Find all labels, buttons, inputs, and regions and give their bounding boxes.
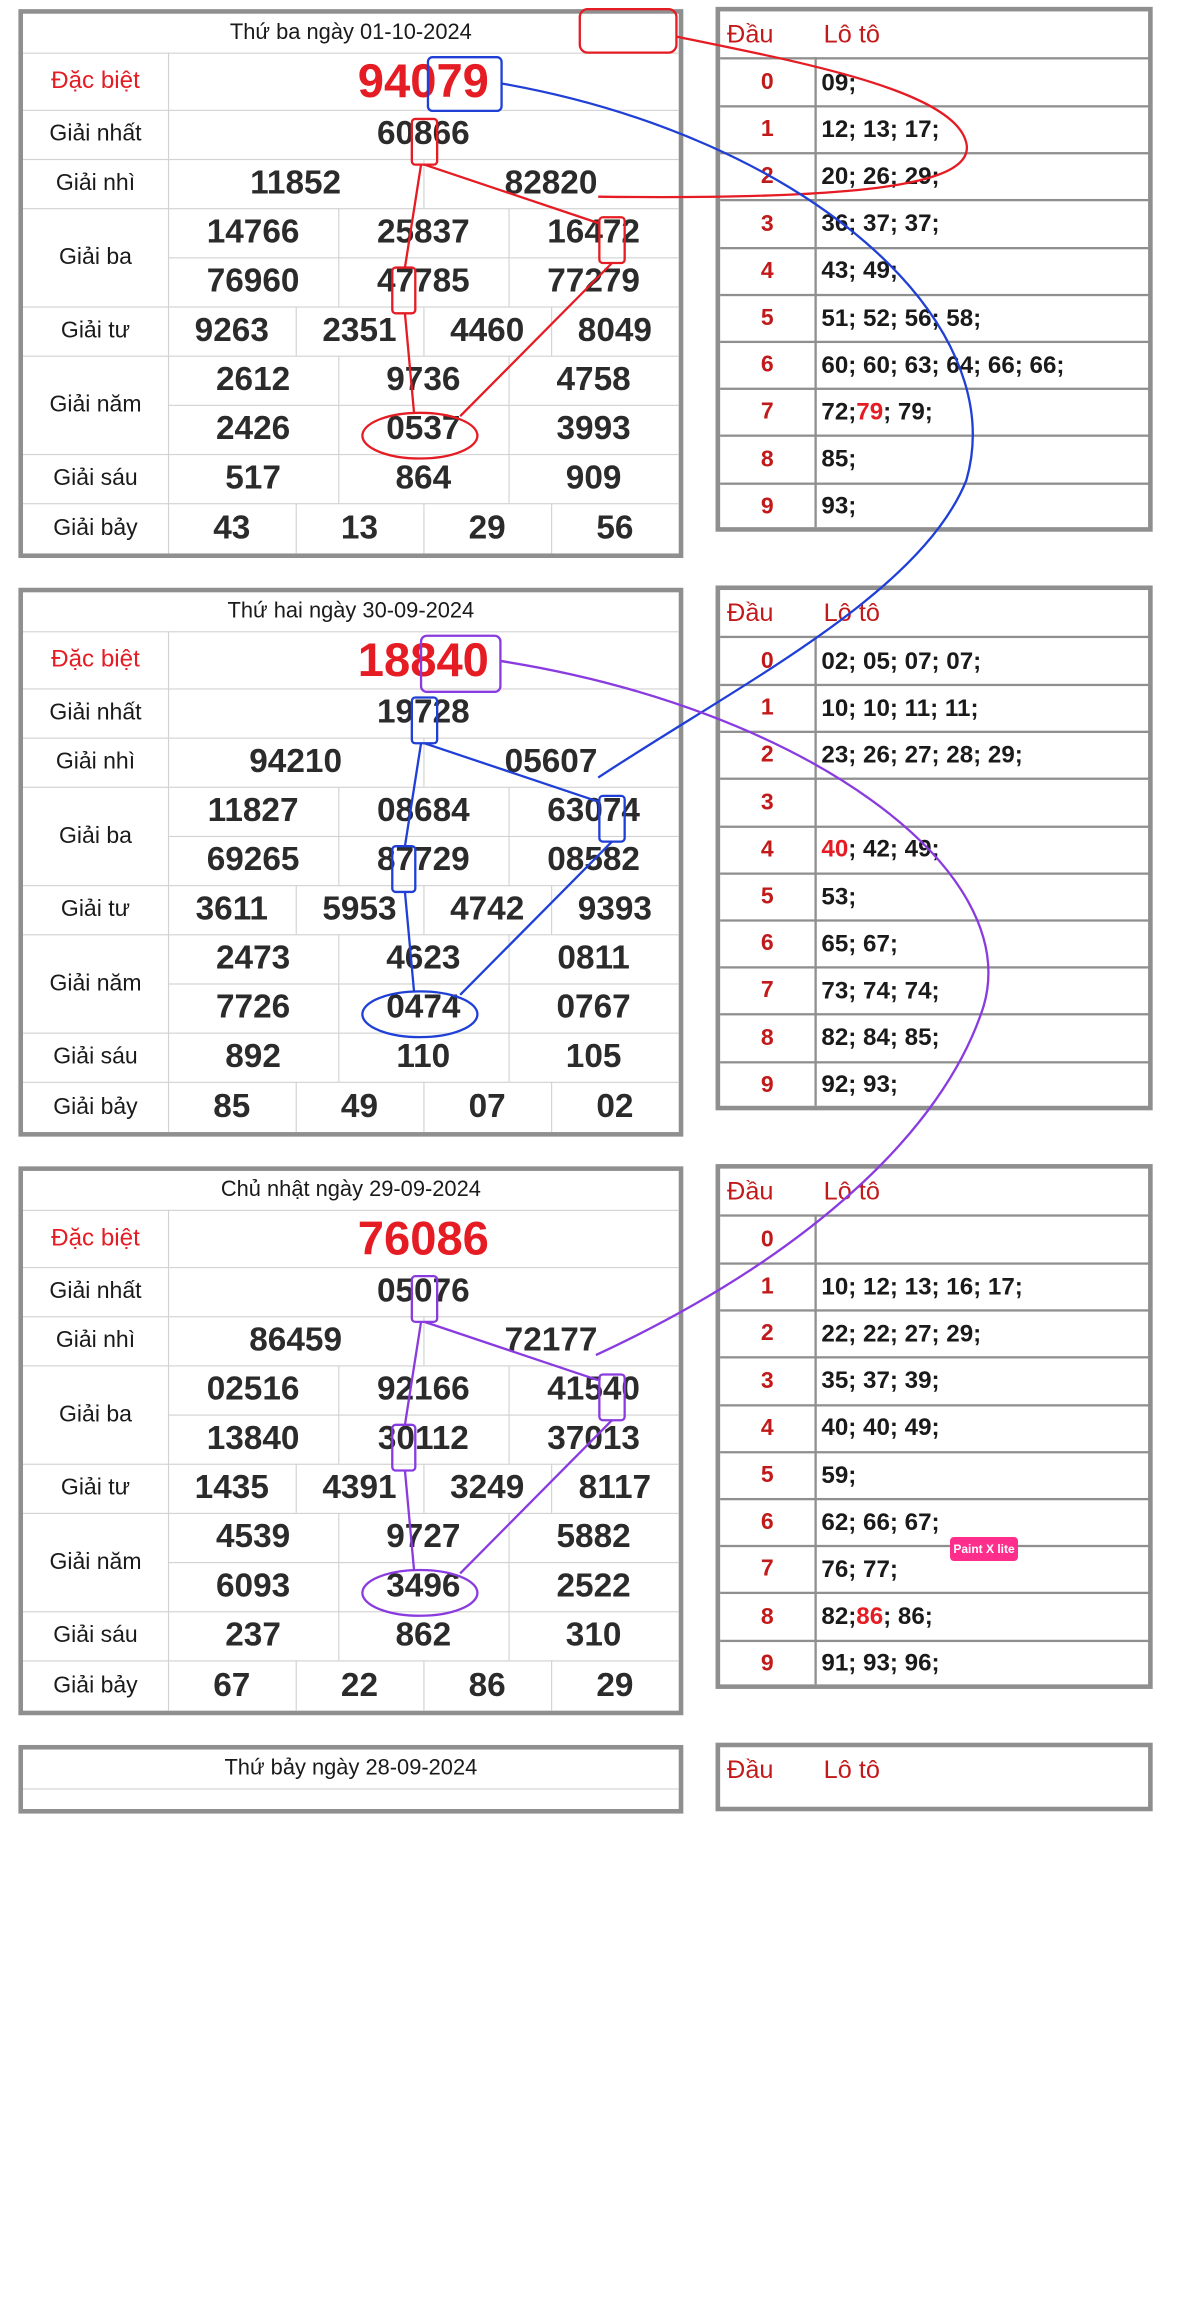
column-divider [338,1365,339,1463]
special-prize-number: 76086 [357,1211,489,1265]
seventh-prize-number: 49 [340,1088,379,1125]
first-prize-label: Giải nhất [49,699,142,725]
fifth-prize-label: Giải năm [49,1548,142,1575]
loto-value: 35; 37; 39; [821,1367,940,1395]
draw-section [0,1736,1178,2314]
loto-value: 53; [821,883,857,910]
column-divider [551,1660,552,1710]
second-prize-number: 94210 [249,743,343,780]
dau-digit: 1 [760,116,774,143]
third-prize-number: 14766 [206,213,300,251]
row-divider [168,1415,679,1416]
loto-numbers [817,295,1151,342]
row-divider [168,257,679,258]
column-divider [423,503,424,553]
dau-digit: 0 [760,648,774,674]
seventh-prize-label: Giải bảy [53,515,138,541]
loto-value: 02; 05; 07; 07; [821,647,982,675]
dau-digit: 1 [760,695,774,721]
dau-digit: 9 [760,1650,774,1677]
seventh-prize-label: Giải bảy [53,1093,138,1119]
seventh-prize-number: 13 [340,509,379,547]
dau-digit: 9 [760,493,774,519]
loto-table [716,7,1153,532]
dau-digit: 5 [760,883,774,910]
third-prize-number: 25837 [376,213,470,251]
seventh-prize-number: 67 [213,1666,251,1704]
fifth-prize-number: 2522 [556,1567,631,1605]
seventh-prize-number: 56 [596,509,634,547]
dau-header: Đầu [727,598,774,627]
sixth-prize-label: Giải sáu [53,465,138,491]
seventh-prize-number: 86 [468,1666,506,1704]
sixth-prize-number: 310 [565,1616,622,1654]
dau-digit: 5 [760,1462,774,1488]
column-divider [508,934,509,1032]
loto-value: 10; 12; 13; 16; 17; [821,1273,1023,1300]
column-divider [338,1033,339,1082]
fifth-prize-number: 3993 [556,410,631,448]
draw-date-header: Thứ bảy ngày 28-09-2024 [224,1756,478,1781]
dau-digit: 8 [760,446,774,472]
loto-value: 65; 67; [821,930,898,957]
third-prize-number: 87729 [376,841,470,879]
draw-date-header: Chủ nhật ngày 29-09-2024 [220,1177,481,1202]
seventh-prize-number: 07 [468,1088,506,1125]
dau-digit: 8 [760,1603,774,1630]
third-prize-number: 69265 [206,841,300,879]
column-divider [551,306,552,355]
dau-digit: 6 [760,352,774,378]
loto-numbers [817,1217,1151,1264]
loto-value: 82; 84; 85; [821,1024,940,1051]
fifth-prize-number: 0767 [556,989,631,1026]
column-divider [296,1660,297,1710]
loto-value: ; 86; [883,1603,933,1630]
loto-value: 12; 13; 17; [821,116,940,143]
loto-value: 72; [821,398,857,426]
loto-numbers [817,342,1151,389]
draw-date-header: Thứ ba ngày 01-10-2024 [229,20,472,45]
loto-numbers [817,968,1151,1015]
column-divider [508,1611,509,1660]
first-prize-number: 05076 [376,1272,470,1310]
draw-date-header: Thứ hai ngày 30-09-2024 [227,599,475,624]
column-divider [338,1513,339,1611]
loto-value: 93; [821,493,857,520]
loto-numbers [817,827,1151,874]
third-prize-number: 08684 [376,792,470,830]
second-prize-number: 11852 [250,164,342,202]
loto-header: Lô tô [823,19,880,49]
loto-value: 40; 40; 49; [821,1414,940,1442]
fourth-prize-number: 9393 [577,890,652,928]
loto-value: 43; 49; [821,257,898,284]
special-prize-label: Đặc biệt [51,1224,140,1251]
loto-table [716,1743,1153,1812]
loto-numbers [817,154,1151,201]
fourth-prize-label: Giải tư [60,1475,131,1501]
third-prize-number: 13840 [206,1420,300,1457]
third-prize-number: 77279 [547,263,640,300]
first-prize-number: 19728 [376,694,470,731]
column-divider [551,1082,552,1132]
column-divider [338,208,339,306]
loto-numbers [817,685,1151,732]
seventh-prize-number: 43 [213,509,251,547]
column-divider [508,454,509,503]
dau-digit: 3 [760,211,774,237]
column-divider [338,454,339,503]
loto-value: 23; 26; 27; 28; 29; [821,742,1023,769]
dau-digit: 4 [760,1415,774,1441]
loto-value: 91; 93; 96; [821,1650,940,1677]
third-prize-number: 16472 [547,213,640,251]
loto-table [716,1164,1153,1689]
loto-numbers [817,1405,1151,1452]
column-divider [296,1464,297,1513]
fifth-prize-number: 9727 [386,1518,461,1556]
loto-value: 09; [821,69,857,96]
special-prize-label: Đặc biệt [51,67,140,94]
dau-digit: 2 [760,742,774,768]
first-prize-label: Giải nhất [49,1278,142,1304]
loto-value: 60; 60; 63; 64; 66; 66; [821,351,1065,379]
highlighted-loto: 40 [821,836,849,863]
seventh-prize-label: Giải bảy [53,1672,138,1698]
loto-value: 36; 37; 37; [821,210,940,237]
third-prize-number: 37013 [547,1420,640,1457]
fifth-prize-number: 2426 [215,410,291,448]
fourth-prize-number: 4460 [450,312,525,349]
fourth-prize-number: 2351 [322,312,397,349]
dau-digit: 7 [760,978,774,1004]
loto-table [716,585,1153,1110]
column-divider [508,787,509,885]
dau-digit: 3 [760,1368,774,1394]
sixth-prize-number: 110 [396,1038,451,1075]
fifth-prize-number: 2612 [215,361,291,398]
loto-numbers [817,1062,1151,1109]
loto-header: Lô tô [823,1755,880,1784]
seventh-prize-number: 29 [468,509,506,547]
fourth-prize-number: 8049 [577,312,652,349]
third-prize-number: 02516 [206,1371,300,1408]
second-prize-label: Giải nhì [55,170,136,196]
third-prize-number: 30112 [377,1420,469,1457]
dau-digit: 7 [760,399,774,425]
loto-numbers [817,1015,1151,1062]
fifth-prize-number: 3496 [386,1567,461,1605]
loto-numbers [817,436,1151,483]
second-prize-label: Giải nhì [55,1327,136,1353]
loto-header: Lô tô [823,1176,880,1206]
fourth-prize-number: 8117 [578,1469,652,1506]
fourth-prize-number: 9263 [194,312,269,349]
loto-value: 76; 77; [821,1556,898,1583]
third-prize-label: Giải ba [59,822,132,848]
fourth-prize-number: 1435 [194,1469,269,1506]
column-divider [551,503,552,553]
loto-numbers [817,779,1151,826]
dau-digit: 2 [760,163,774,190]
column-divider [296,306,297,355]
column-divider [423,159,424,208]
dau-header: Đầu [727,19,774,49]
loto-numbers [817,1641,1151,1688]
fifth-prize-label: Giải năm [49,391,142,417]
third-prize-number: 63074 [547,792,640,830]
second-prize-number: 05607 [504,743,598,780]
loto-numbers [817,732,1151,779]
sixth-prize-label: Giải sáu [53,1044,138,1070]
third-prize-number: 76960 [206,263,300,300]
column-divider [423,1082,424,1132]
results-table [18,9,683,558]
dau-digit: 0 [760,69,774,95]
loto-numbers [817,1594,1151,1641]
loto-numbers [817,107,1151,154]
column-divider [551,885,552,934]
seventh-prize-number: 22 [340,1666,379,1704]
seventh-prize-number: 02 [596,1088,634,1125]
row-divider [168,405,679,406]
draw-section [0,0,1178,579]
column-divider [296,885,297,934]
column-divider [423,1660,424,1710]
results-table [18,1166,683,1715]
loto-numbers [817,638,1151,685]
loto-numbers [817,1264,1151,1311]
loto-value: 73; 74; 74; [821,977,940,1004]
loto-value: ; 42; 49; [848,836,940,863]
fifth-prize-number: 4623 [386,939,461,977]
dau-digit: 6 [760,931,774,957]
draw-section [0,1157,1178,1736]
fifth-prize-number: 0537 [386,410,461,448]
column-divider [508,356,509,454]
loto-numbers [817,389,1151,436]
row-divider [168,836,679,837]
special-prize-number: 94079 [357,54,489,107]
third-prize-number: 47785 [376,263,470,300]
loto-value: 62; 66; 67; [821,1509,940,1536]
column-divider [508,1365,509,1463]
dau-digit: 1 [760,1274,774,1300]
column-divider [423,1464,424,1513]
watermark-badge: Paint X lite [950,1537,1018,1561]
loto-numbers [817,1311,1151,1358]
loto-value: 59; [821,1461,857,1489]
fifth-prize-label: Giải năm [49,970,142,996]
loto-value: 10; 10; 11; 11; [821,694,979,722]
sixth-prize-number: 237 [225,1616,281,1654]
first-prize-number: 60866 [376,115,470,153]
fifth-prize-number: 4539 [215,1518,291,1556]
loto-value: ; 79; [883,398,933,426]
fifth-prize-number: 7726 [215,989,291,1026]
highlighted-loto: 79 [856,398,884,426]
column-divider [338,934,339,1032]
sixth-prize-number: 864 [395,459,452,497]
row-divider [168,1562,679,1563]
seventh-prize-number: 85 [213,1088,251,1125]
fourth-prize-label: Giải tư [60,317,131,344]
second-prize-number: 86459 [249,1321,343,1359]
first-prize-label: Giải nhất [49,121,142,147]
column-divider [508,1033,509,1082]
column-divider [338,787,339,885]
dau-digit: 4 [760,836,774,862]
fourth-prize-number: 3611 [195,890,268,928]
third-prize-label: Giải ba [59,1401,132,1427]
fifth-prize-number: 4758 [556,361,631,398]
sixth-prize-number: 862 [395,1616,452,1654]
fifth-prize-number: 0811 [557,939,630,977]
results-table [18,1745,683,1814]
loto-numbers [817,483,1151,530]
dau-digit: 0 [760,1226,774,1253]
third-prize-number: 92166 [376,1371,470,1408]
second-prize-label: Giải nhì [55,748,136,775]
dau-header: Đầu [727,1176,774,1206]
sixth-prize-number: 909 [565,459,622,497]
loto-numbers [817,1358,1151,1405]
loto-numbers [817,874,1151,921]
loto-numbers [817,59,1151,106]
dau-header: Đầu [727,1755,774,1784]
column-divider [423,738,424,787]
loto-header: Lô tô [823,598,880,627]
dau-digit: 5 [760,305,774,331]
loto-value: 85; [821,446,857,473]
dau-digit: 3 [760,789,774,815]
seventh-prize-number: 29 [596,1666,634,1704]
results-table [18,588,683,1137]
loto-value: 20; 26; 29; [821,163,940,190]
loto-numbers [817,921,1151,968]
fifth-prize-number: 0474 [386,989,461,1026]
fifth-prize-number: 6093 [215,1567,291,1605]
fourth-prize-label: Giải tư [60,896,131,922]
fifth-prize-number: 9736 [386,361,461,398]
second-prize-number: 72177 [504,1321,598,1359]
dau-digit: 6 [760,1509,774,1535]
third-prize-number: 41540 [547,1371,640,1408]
loto-numbers [817,201,1151,248]
column-divider [508,1513,509,1611]
fourth-prize-number: 4391 [322,1469,397,1506]
loto-value: 22; 22; 27; 29; [821,1320,982,1347]
row-divider [168,983,679,984]
dau-digit: 9 [760,1072,774,1098]
loto-value: 82; [821,1603,857,1630]
fourth-prize-number: 4742 [450,890,525,928]
third-prize-number: 11827 [207,792,299,830]
third-prize-label: Giải ba [59,244,132,270]
row-divider [23,1788,679,1789]
dau-digit: 4 [760,258,774,284]
fourth-prize-number: 5953 [322,890,397,928]
column-divider [296,503,297,553]
loto-value: 92; 93; [821,1071,898,1099]
sixth-prize-number: 892 [225,1038,281,1075]
draw-section [0,579,1178,1158]
sixth-prize-label: Giải sáu [53,1622,138,1648]
loto-numbers [817,248,1151,295]
loto-value: 51; 52; 56; 58; [821,304,982,332]
special-prize-label: Đặc biệt [51,646,140,673]
fifth-prize-number: 2473 [215,939,291,977]
highlighted-loto: 86 [856,1603,884,1630]
dau-digit: 7 [760,1556,774,1582]
column-divider [423,306,424,355]
second-prize-number: 82820 [504,164,598,202]
column-divider [551,1464,552,1513]
loto-numbers [817,1452,1151,1499]
special-prize-number: 18840 [357,632,489,686]
fourth-prize-number: 3249 [450,1469,525,1506]
column-divider [296,1082,297,1132]
column-divider [423,1316,424,1365]
third-prize-number: 08582 [547,841,640,879]
dau-digit: 8 [760,1025,774,1051]
sixth-prize-number: 105 [565,1038,622,1075]
column-divider [338,1611,339,1660]
fifth-prize-number: 5882 [556,1518,631,1556]
column-divider [338,356,339,454]
sixth-prize-number: 517 [225,459,281,497]
dau-digit: 2 [760,1321,774,1347]
column-divider [508,208,509,306]
column-divider [423,885,424,934]
